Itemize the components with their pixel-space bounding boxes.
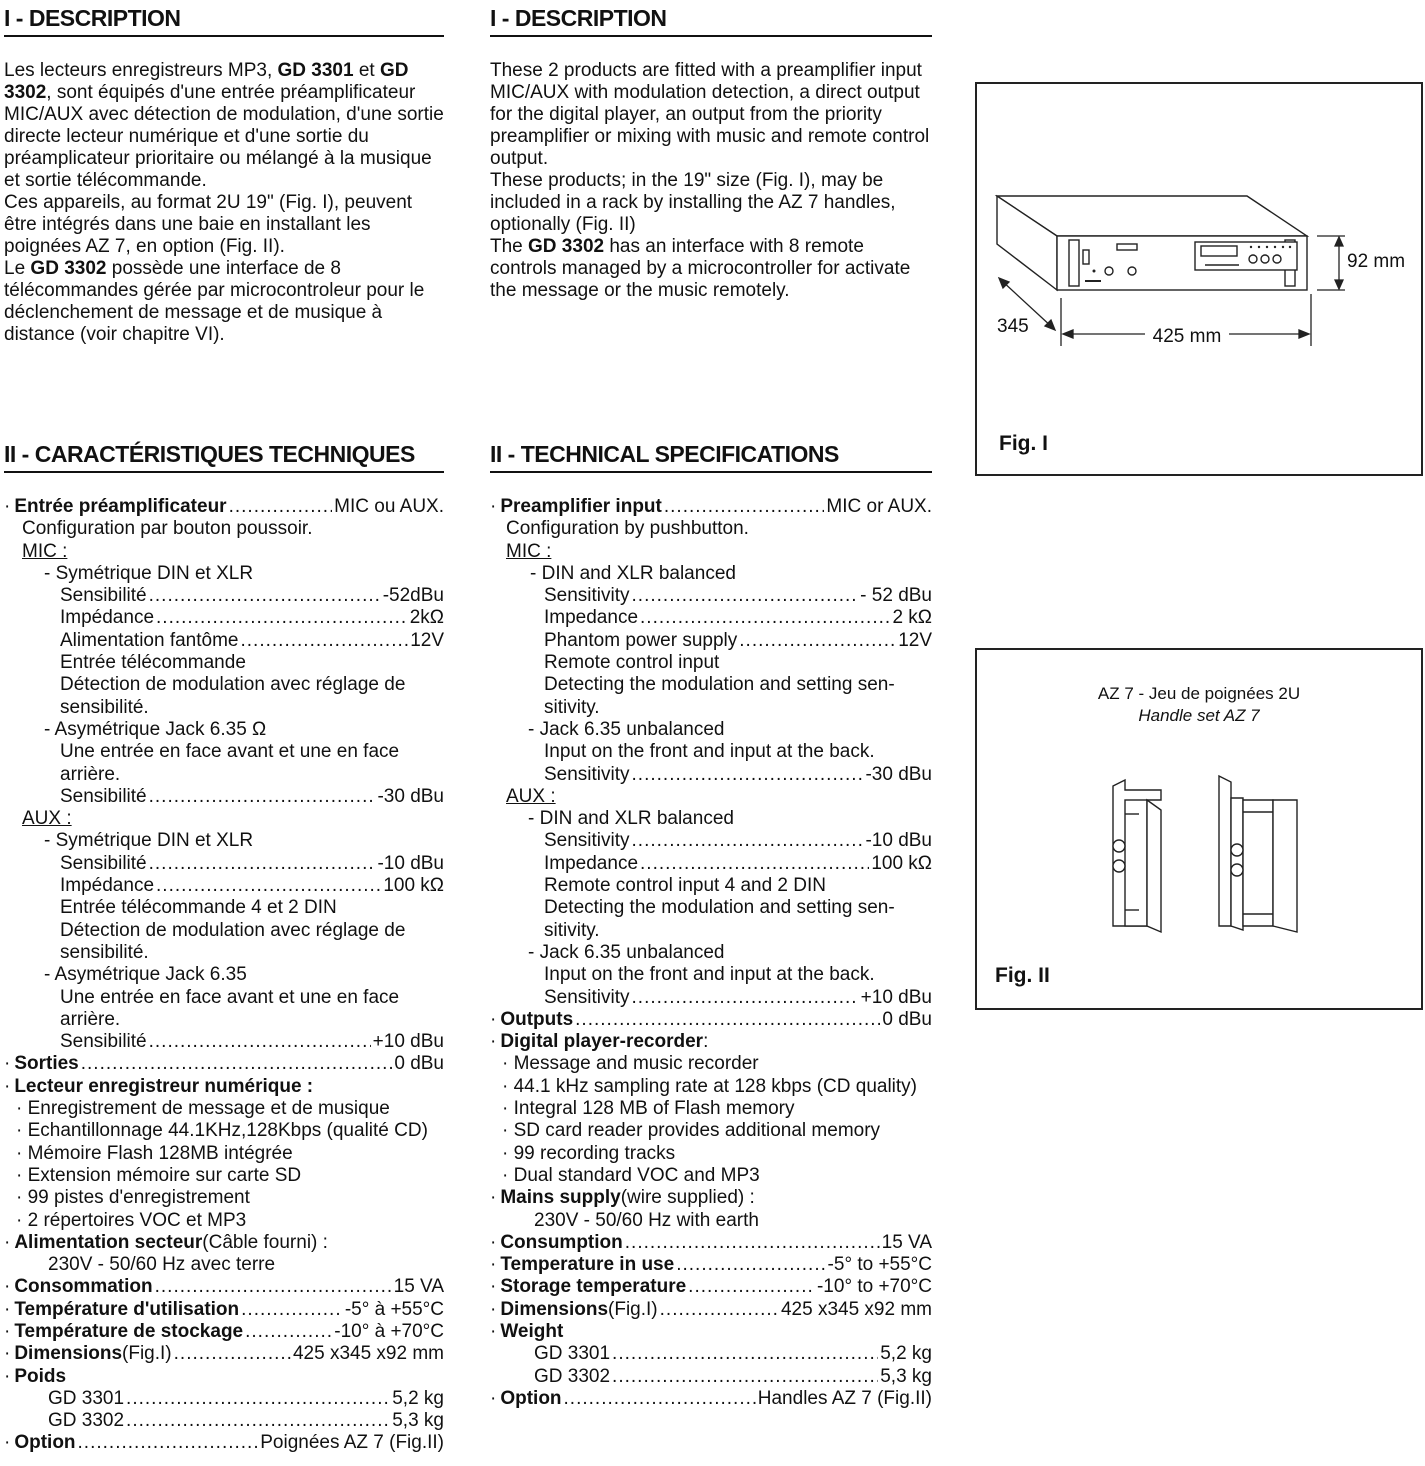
spec-text: - Symétrique DIN et XLR: [44, 830, 254, 852]
spec-row: [4, 741, 444, 763]
intro-text-run: The: [490, 236, 529, 257]
en-specs-heading: II - TECHNICAL SPECIFICATIONS: [490, 442, 932, 473]
spec-value: Poignées AZ 7 (Fig.II): [260, 1432, 444, 1454]
leader-dots: [241, 1299, 343, 1321]
leader-dots: [688, 1276, 815, 1298]
spec-text: - DIN and XLR balanced: [528, 808, 734, 830]
bullet: ·: [490, 496, 497, 517]
spec-row: [4, 674, 444, 696]
spec-label: Impedance: [544, 852, 639, 874]
spec-row: [4, 964, 444, 986]
intro-text-run: Les lecteurs enregistreurs MP3,: [4, 60, 278, 81]
spec-row: [490, 541, 932, 563]
spec-value: 0 dBu: [394, 1053, 444, 1075]
leader-dots: [640, 853, 869, 875]
spec-row: [490, 1232, 932, 1254]
bullet: ·: [490, 1008, 497, 1030]
spec-text: arrière.: [60, 1008, 121, 1030]
leader-dots: [664, 496, 825, 518]
spec-value: -10° to +70°C: [816, 1276, 932, 1298]
spec-value: 5,2 kg: [880, 1343, 932, 1365]
spec-text: · Integral 128 MB of Flash memory: [502, 1098, 795, 1120]
intro-text-run: has an interface with 8 remote controls managed by a microcontroller for activate the message or the music remotely.: [490, 236, 911, 301]
bullet: ·: [4, 1231, 11, 1253]
leader-dots: [632, 987, 859, 1009]
spec-value: - 52 dBu: [860, 585, 932, 607]
spec-row: [4, 1343, 444, 1365]
spec-row: [4, 1410, 444, 1432]
bullet: ·: [4, 1432, 11, 1454]
spec-label: Sensibilité: [60, 1031, 147, 1053]
spec-value: -10 dBu: [377, 852, 444, 874]
leader-dots: [81, 1053, 393, 1075]
spec-row: [490, 875, 932, 897]
spec-row: [490, 786, 932, 808]
spec-value: MIC ou AUX.: [334, 496, 444, 517]
spec-row: [4, 1276, 444, 1298]
spec-row: [4, 920, 444, 942]
spec-value: 2kΩ: [409, 607, 444, 629]
leader-dots: [632, 764, 864, 786]
leader-dots: [640, 607, 890, 629]
spec-text: arrière.: [60, 763, 121, 785]
spec-label: Sorties: [14, 1053, 79, 1075]
spec-value: -10 dBu: [865, 830, 932, 852]
spec-row: [4, 875, 444, 897]
fr-specs-heading: II - CARACTÉRISTIQUES TECHNIQUES: [4, 442, 444, 473]
spec-value: +10 dBu: [860, 986, 932, 1008]
leader-dots: [245, 1321, 332, 1343]
spec-row: [4, 1120, 444, 1142]
spec-row: [490, 1143, 932, 1165]
spec-text: Une entrée en face avant et une en face: [60, 741, 400, 763]
leader-dots: [676, 1254, 825, 1276]
leader-dots: [625, 1232, 880, 1254]
figure-2-label: Fig. II: [995, 964, 1050, 987]
leader-dots: [149, 1031, 371, 1053]
leader-dots: [149, 853, 376, 875]
spec-value: 425 x345 x92 mm: [292, 1343, 444, 1365]
bullet: ·: [4, 1343, 11, 1365]
spec-value: 5,3 kg: [392, 1410, 444, 1432]
spec-text: Remote control input 4 and 2 DIN: [544, 875, 826, 897]
spec-value: 15 VA: [393, 1276, 444, 1298]
spec-row: [4, 897, 444, 919]
spec-text: Entrée télécommande 4 et 2 DIN: [60, 897, 337, 919]
spec-label: Sensitivity: [544, 585, 630, 607]
spec-text: - Jack 6.35 unbalanced: [528, 941, 725, 963]
handles-drawing: [977, 650, 1421, 1008]
intro-text-run: et: [353, 60, 380, 81]
intro-paragraph: [490, 170, 932, 236]
bullet: ·: [4, 1298, 11, 1320]
product-name: GD 3302: [30, 258, 107, 279]
leader-dots: [229, 496, 333, 518]
spec-text: Une entrée en face avant et une en face: [60, 986, 400, 1008]
spec-label-note: (Fig.I): [122, 1343, 172, 1365]
spec-row: [4, 496, 444, 518]
spec-text: Poids: [14, 1365, 67, 1387]
spec-label: Alimentation fantôme: [60, 629, 239, 651]
spec-row: [4, 1299, 444, 1321]
spec-label: Impedance: [544, 607, 639, 629]
spec-text: MIC :: [22, 540, 68, 562]
spec-label: Consommation: [14, 1276, 153, 1298]
spec-row: [4, 518, 444, 540]
spec-row: [490, 764, 932, 786]
bullet: ·: [490, 1031, 497, 1053]
spec-text: · 2 répertoires VOC et MP3: [16, 1209, 247, 1231]
spec-row: [4, 630, 444, 652]
intro-paragraph: [4, 60, 444, 192]
fr-specs-list: [4, 496, 444, 1455]
spec-row: [4, 1076, 444, 1098]
spec-text: · 44.1 kHz sampling rate at 128 kbps (CD quality): [502, 1075, 918, 1097]
spec-row: [4, 853, 444, 875]
spec-text: sitivity.: [544, 919, 600, 941]
spec-row: [490, 518, 932, 540]
spec-row: [4, 1098, 444, 1120]
bullet: ·: [4, 1053, 11, 1075]
spec-row: [4, 1187, 444, 1209]
bullet: ·: [490, 1320, 497, 1342]
spec-row: [490, 1276, 932, 1298]
product-name: GD 3301: [277, 60, 354, 81]
leader-dots: [660, 1299, 779, 1321]
leader-dots: [126, 1410, 390, 1432]
intro-text-run: Ces appareils, au format 2U 19" (Fig. I), peuvent être intégrés dans une baie en installant les poignées AZ 7, en option (Fig. II).: [4, 192, 413, 257]
intro-paragraph: [490, 236, 932, 302]
spec-text: Alimentation secteur: [14, 1231, 203, 1253]
spec-value: +10 dBu: [372, 1031, 444, 1053]
spec-label: Outputs: [500, 1008, 574, 1030]
spec-row: [4, 942, 444, 964]
spec-row: [4, 830, 444, 852]
spec-value: 100 kΩ: [871, 852, 932, 874]
intro-text-run: , sont équipés d'une entrée préamplificateur MIC/AUX avec détection de modulation, d'une sortie directe lecteur numérique et d'une sortie du préamplicateur prioritaire ou mélangé à la musique et sortie télécommande.: [4, 82, 444, 191]
leader-dots: [149, 786, 376, 808]
spec-row: [4, 719, 444, 741]
spec-label: Impédance: [60, 607, 155, 629]
spec-text-tail: (Câble fourni) :: [202, 1231, 328, 1253]
spec-row: [4, 585, 444, 607]
spec-value: 425 x345 x92 mm: [780, 1298, 932, 1320]
bullet: ·: [490, 1298, 497, 1320]
spec-row: [490, 1165, 932, 1187]
spec-value: 2 kΩ: [892, 607, 932, 629]
spec-value: 15 VA: [881, 1231, 932, 1253]
spec-row: [490, 1120, 932, 1142]
spec-row: [4, 1009, 444, 1031]
spec-row: [490, 496, 932, 518]
spec-text: AUX :: [22, 808, 72, 830]
spec-value: 5,3 kg: [880, 1365, 932, 1387]
spec-row: [490, 1388, 932, 1410]
spec-label: Température de stockage: [14, 1320, 244, 1342]
spec-text: · Echantillonnage 44.1KHz,128Kbps (qualité CD): [16, 1120, 428, 1142]
spec-text: Détection de modulation avec réglage de: [60, 674, 406, 696]
spec-row: [4, 786, 444, 808]
intro-text-run: Le: [4, 258, 31, 279]
spec-text: Lecteur enregistreur numérique :: [14, 1075, 314, 1097]
spec-text: Input on the front and input at the back.: [544, 964, 875, 986]
spec-row: [4, 1165, 444, 1187]
spec-row: [4, 1232, 444, 1254]
spec-row: [490, 1299, 932, 1321]
spec-label: Entrée préamplificateur: [14, 496, 227, 517]
spec-row: [490, 1031, 932, 1053]
spec-row: [490, 1076, 932, 1098]
spec-row: [490, 674, 932, 696]
spec-text: - Asymétrique Jack 6.35: [44, 964, 247, 986]
spec-text: Input on the front and input at the back.: [544, 741, 875, 763]
spec-text: · Extension mémoire sur carte SD: [16, 1164, 302, 1186]
width-dim-label: 425 mm: [1152, 326, 1222, 347]
spec-row: [4, 1321, 444, 1343]
spec-label: Impédance: [60, 875, 155, 897]
leader-dots: [739, 630, 896, 652]
leader-dots: [612, 1366, 878, 1388]
fr-intro-text: [4, 60, 444, 346]
spec-row: [490, 942, 932, 964]
spec-row: [490, 987, 932, 1009]
bullet: ·: [490, 1254, 497, 1276]
spec-row: [4, 563, 444, 585]
spec-text: AUX :: [506, 785, 556, 807]
spec-label: GD 3301: [48, 1387, 125, 1409]
spec-row: [4, 1388, 444, 1410]
leader-dots: [612, 1343, 878, 1365]
spec-row: [4, 987, 444, 1009]
spec-value: 12V: [410, 629, 444, 651]
spec-value: 0 dBu: [882, 1008, 932, 1030]
spec-row: [490, 1321, 932, 1343]
spec-text-tail: :: [703, 1031, 709, 1053]
spec-row: [4, 1432, 444, 1454]
spec-row: [490, 1009, 932, 1031]
spec-value: -52dBu: [382, 585, 444, 607]
spec-label: Sensitivity: [544, 830, 630, 852]
depth-dim-label: 345: [997, 316, 1029, 337]
spec-row: [490, 830, 932, 852]
spec-text: sensibilité.: [60, 941, 149, 963]
spec-row: [490, 920, 932, 942]
spec-row: [4, 1366, 444, 1388]
spec-text: sitivity.: [544, 696, 600, 718]
spec-label: GD 3302: [48, 1410, 125, 1432]
spec-text: MIC :: [506, 540, 552, 562]
fr-description-heading: I - DESCRIPTION: [4, 6, 444, 37]
spec-value: -30 dBu: [865, 763, 932, 785]
spec-label: Phantom power supply: [544, 629, 738, 651]
spec-text: 230V - 50/60 Hz avec terre: [48, 1254, 276, 1276]
spec-text: Mains supply: [500, 1187, 621, 1209]
bullet: ·: [490, 1231, 497, 1253]
height-dim-label: 92 mm: [1347, 251, 1406, 272]
spec-row: [490, 1343, 932, 1365]
leader-dots: [78, 1432, 259, 1454]
figure-1-label: Fig. I: [999, 432, 1048, 455]
spec-row: [4, 1254, 444, 1276]
spec-label: Sensibilité: [60, 785, 147, 807]
leader-dots: [575, 1009, 880, 1031]
spec-label: Sensibilité: [60, 852, 147, 874]
spec-value: -5° to +55°C: [827, 1254, 932, 1276]
spec-row: [490, 585, 932, 607]
spec-text: · 99 pistes d'enregistrement: [16, 1187, 250, 1209]
spec-row: [490, 853, 932, 875]
spec-row: [490, 607, 932, 629]
spec-row: [4, 1053, 444, 1075]
spec-text: Weight: [500, 1320, 564, 1342]
spec-label: Consumption: [500, 1231, 623, 1253]
spec-row: [490, 741, 932, 763]
leader-dots: [632, 830, 864, 852]
spec-row: [490, 719, 932, 741]
spec-text: sensibilité.: [60, 696, 149, 718]
figure-2-caption-fr: AZ 7 - Jeu de poignées 2U: [1097, 684, 1301, 703]
spec-label: Sensibilité: [60, 585, 147, 607]
spec-label: Dimensions: [14, 1343, 123, 1365]
leader-dots: [156, 875, 381, 897]
spec-text: - DIN and XLR balanced: [530, 562, 736, 584]
spec-row: [490, 697, 932, 719]
spec-text: 230V - 50/60 Hz with earth: [534, 1209, 759, 1231]
spec-value: MIC or AUX.: [826, 496, 932, 517]
spec-label: Storage temperature: [500, 1276, 687, 1298]
spec-label-note: (Fig.I): [608, 1298, 658, 1320]
spec-label: GD 3301: [534, 1343, 611, 1365]
figure-2-caption-en: Handle set AZ 7: [1138, 706, 1260, 725]
spec-value: 12V: [898, 629, 932, 651]
spec-text: · 99 recording tracks: [502, 1142, 676, 1164]
spec-row: [490, 964, 932, 986]
spec-text: Digital player-recorder: [500, 1031, 704, 1053]
bullet: ·: [490, 1187, 497, 1209]
device-drawing: [977, 84, 1421, 474]
spec-text: Entrée télécommande: [60, 652, 246, 674]
bullet: ·: [490, 1387, 497, 1409]
spec-row: [4, 764, 444, 786]
spec-text: - Jack 6.35 unbalanced: [528, 718, 725, 740]
spec-label: GD 3302: [534, 1365, 611, 1387]
bullet: ·: [490, 1276, 497, 1298]
spec-text: Détection de modulation avec réglage de: [60, 919, 406, 941]
intro-paragraph: [4, 258, 444, 346]
en-specs-list: [490, 496, 932, 1410]
spec-row: [4, 697, 444, 719]
leader-dots: [241, 630, 409, 652]
intro-paragraph: [4, 192, 444, 258]
product-name: GD 3302: [4, 60, 409, 103]
spec-text: Detecting the modulation and setting sen-: [544, 674, 895, 696]
spec-text: Remote control input: [544, 652, 720, 674]
spec-row: [4, 541, 444, 563]
spec-label: Temperature in use: [500, 1254, 675, 1276]
spec-row: [4, 1210, 444, 1232]
spec-row: [490, 1366, 932, 1388]
intro-text-run: These 2 products are fitted with a preamplifier input MIC/AUX with modulation detection, a direct output for the digital player, an output from the priority preamplifier or mixing with music and remote control output.: [490, 60, 930, 169]
spec-row: [490, 1098, 932, 1120]
spec-label: Option: [14, 1432, 76, 1454]
spec-label: Preamplifier input: [500, 496, 662, 517]
intro-paragraph: [490, 60, 932, 170]
spec-text: · Mémoire Flash 128MB intégrée: [16, 1142, 293, 1164]
spec-text: - Asymétrique Jack 6.35 Ω: [44, 718, 267, 740]
bullet: ·: [4, 1276, 11, 1298]
intro-text-run: possède une interface de 8 télécommandes gérée par microcontroleur pour le déclenchement de message et de musique à distance (voir chapitre VI).: [4, 258, 425, 345]
spec-row: [4, 607, 444, 629]
spec-text: · Message and music recorder: [502, 1053, 759, 1075]
spec-row: [490, 1187, 932, 1209]
leader-dots: [632, 585, 859, 607]
spec-row: [490, 630, 932, 652]
spec-text: Configuration par bouton poussoir.: [22, 518, 313, 540]
spec-text: - Symétrique DIN et XLR: [44, 562, 254, 584]
spec-row: [490, 1254, 932, 1276]
leader-dots: [174, 1343, 291, 1365]
spec-value: -10° à +70°C: [334, 1320, 444, 1342]
spec-value: Handles AZ 7 (Fig.II): [757, 1387, 932, 1409]
product-name: GD 3302: [528, 236, 605, 257]
spec-text-tail: (wire supplied) :: [620, 1187, 755, 1209]
leader-dots: [155, 1276, 392, 1298]
spec-value: -30 dBu: [377, 785, 444, 807]
spec-row: [490, 808, 932, 830]
spec-label: Option: [500, 1387, 562, 1409]
en-intro-text: [490, 60, 932, 302]
en-description-heading: I - DESCRIPTION: [490, 6, 932, 37]
spec-text: Detecting the modulation and setting sen-: [544, 897, 895, 919]
spec-row: [4, 808, 444, 830]
spec-label: Sensitivity: [544, 986, 630, 1008]
bullet: ·: [4, 1365, 11, 1387]
spec-text: · Enregistrement de message et de musique: [16, 1098, 390, 1120]
leader-dots: [156, 607, 408, 629]
spec-row: [4, 1143, 444, 1165]
figure-2-handle-set: [975, 648, 1423, 1010]
spec-row: [490, 652, 932, 674]
spec-text: · Dual standard VOC and MP3: [502, 1164, 760, 1186]
spec-row: [490, 563, 932, 585]
leader-dots: [149, 585, 381, 607]
leader-dots: [126, 1388, 390, 1410]
spec-text: · SD card reader provides additional memory: [502, 1120, 881, 1142]
spec-row: [490, 1053, 932, 1075]
spec-row: [4, 1031, 444, 1053]
spec-text: Configuration by pushbutton.: [506, 518, 749, 540]
spec-value: -5° à +55°C: [344, 1298, 444, 1320]
spec-row: [490, 1210, 932, 1232]
figure-1-device-dimensions: [975, 82, 1423, 476]
bullet: ·: [4, 496, 11, 517]
spec-label: Dimensions: [500, 1298, 609, 1320]
spec-row: [4, 652, 444, 674]
spec-row: [490, 897, 932, 919]
bullet: ·: [4, 1075, 11, 1097]
spec-label: Température d'utilisation: [14, 1298, 240, 1320]
intro-text-run: These products; in the 19" size (Fig. I), may be included in a rack by installing the AZ 7 handles, optionally (Fig. II): [490, 170, 896, 235]
spec-value: 5,2 kg: [392, 1387, 444, 1409]
spec-value: 100 kΩ: [383, 875, 444, 897]
spec-label: Sensitivity: [544, 763, 630, 785]
bullet: ·: [4, 1320, 11, 1342]
leader-dots: [564, 1388, 756, 1410]
